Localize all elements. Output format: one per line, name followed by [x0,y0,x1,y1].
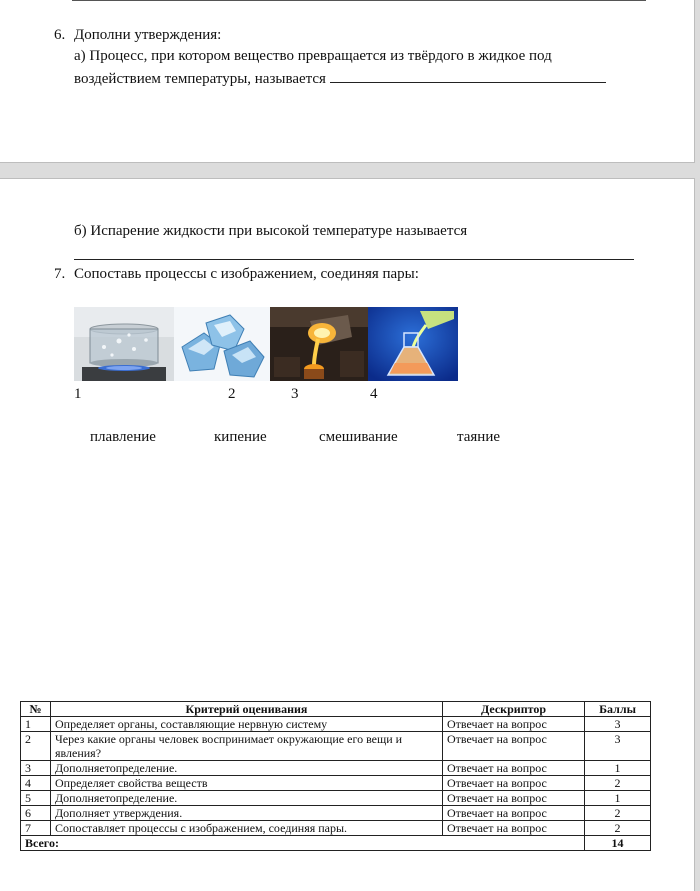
row-descriptor: Отвечает на вопрос [443,791,585,806]
row-number: 1 [21,717,51,732]
answer-blank-b[interactable] [74,259,634,260]
table-row [21,717,651,732]
row-score: 1 [585,791,651,806]
task6-title: Дополни утверждения: [74,27,222,43]
row-descriptor: Отвечает на вопрос [443,806,585,821]
row-score: 2 [585,821,651,836]
row-number: 2 [21,732,51,761]
header-number: № [21,702,51,717]
ice-cubes-image [174,307,270,381]
row-score: 1 [585,761,651,776]
row-number: 5 [21,791,51,806]
table-row [21,806,651,821]
row-number: 4 [21,776,51,791]
row-descriptor: Отвечает на вопрос [443,732,585,761]
top-rule [72,0,646,1]
row-criterion: Определяет свойства веществ [51,776,443,791]
task7-title: Сопоставь процессы с изображением, соединяя пары: [74,266,419,282]
total-score: 14 [585,836,651,851]
task6-b-text: б) Испарение жидкости при высокой температуре называется [74,223,468,239]
document-page-2 [0,178,695,891]
answer-blank-a[interactable] [330,68,606,83]
task6-a-text: воздействием температуры, называется [74,71,326,87]
process-word-mixing[interactable]: смешивание [319,429,398,445]
image-label-3: 3 [291,386,299,402]
row-criterion: Дополняет утверждения. [51,806,443,821]
row-descriptor: Отвечает на вопрос [443,717,585,732]
row-descriptor: Отвечает на вопрос [443,761,585,776]
process-word-thawing[interactable]: таяние [457,429,501,445]
total-label: Всего: [21,836,585,851]
task7-number: 7. [54,266,66,282]
row-descriptor: Отвечает на вопрос [443,821,585,836]
boiling-pot-image [74,307,174,381]
task6-a-line2 [74,68,606,89]
image-label-2: 2 [228,386,236,402]
assessment-criteria-table [20,701,651,851]
process-word-boiling[interactable]: кипение [214,429,267,445]
flask-mixing-image [368,307,458,381]
task6-number: 6. [54,27,66,43]
row-criterion: Через какие органы человек воспринимает окружающие его вещи и явления? [51,732,443,761]
row-number: 3 [21,761,51,776]
image-label-4: 4 [370,386,378,402]
row-criterion: Дополняетопределение. [51,761,443,776]
row-score: 2 [585,776,651,791]
table-row [21,791,651,806]
row-score: 3 [585,732,651,761]
table-row [21,732,651,761]
row-criterion: Определяет органы, составляющие нервную систему [51,717,443,732]
process-images [74,307,458,381]
row-criterion: Дополняетопределение. [51,791,443,806]
table-row [21,761,651,776]
table-total-row [21,836,651,851]
process-word-melting[interactable]: плавление [90,429,156,445]
molten-metal-image [270,307,368,381]
document-page-1 [0,0,695,163]
row-score: 3 [585,717,651,732]
row-descriptor: Отвечает на вопрос [443,776,585,791]
header-descriptor: Дескриптор [443,702,585,717]
table-header-row [21,702,651,717]
row-number: 6 [21,806,51,821]
row-score: 2 [585,806,651,821]
table-row [21,821,651,836]
header-criterion: Критерий оценивания [51,702,443,717]
image-label-1: 1 [74,386,82,402]
header-score: Баллы [585,702,651,717]
row-criterion: Сопоставляет процессы с изображением, соединяя пары. [51,821,443,836]
row-number: 7 [21,821,51,836]
task6-a-line1: а) Процесс, при котором вещество превращается из твёрдого в жидкое под [74,48,552,64]
table-row [21,776,651,791]
